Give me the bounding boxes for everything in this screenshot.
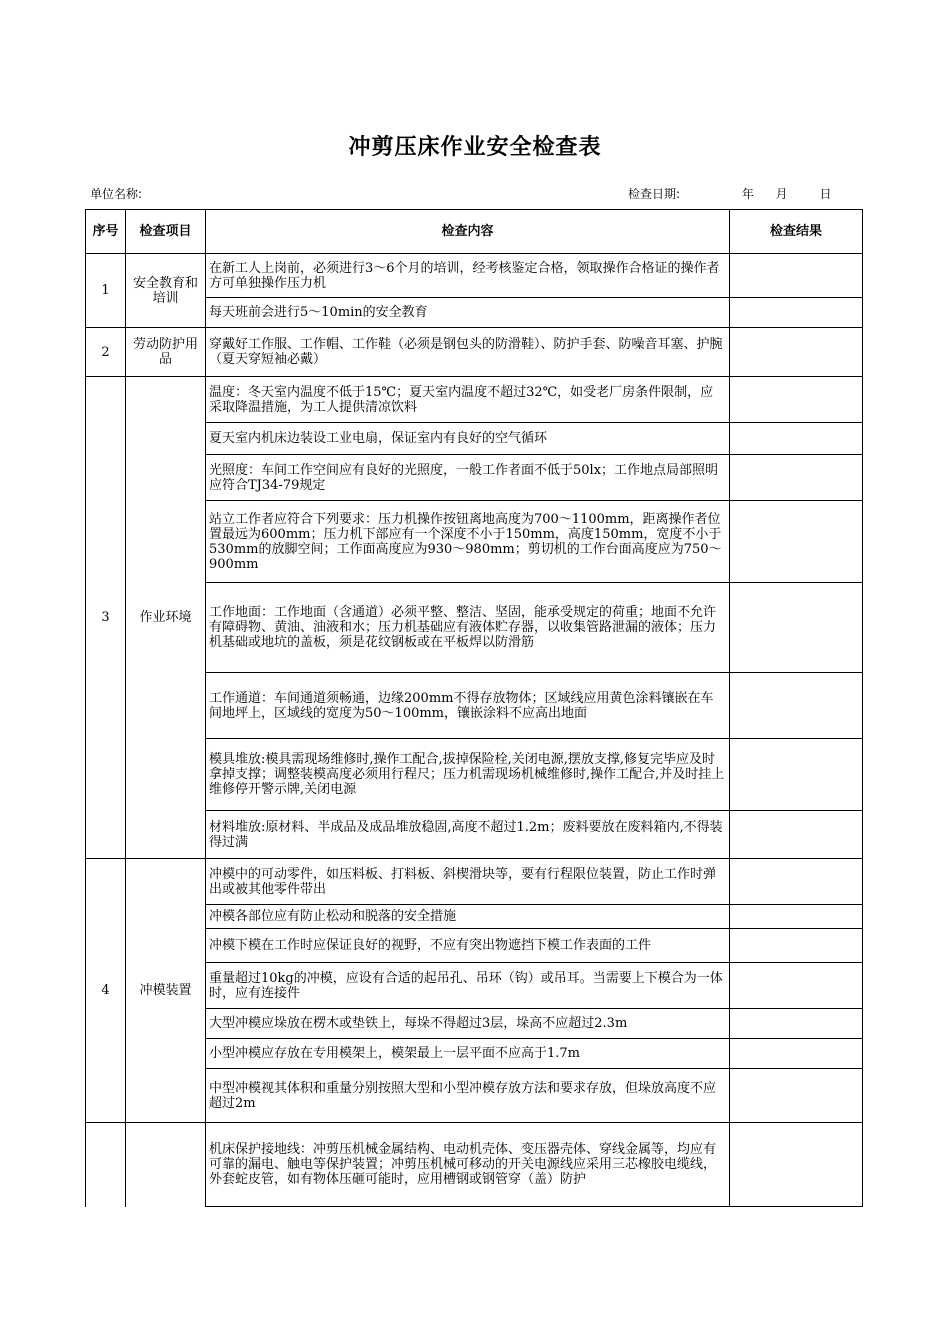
check-result-cell[interactable] [730, 811, 863, 859]
check-content: 中型冲模视其体积和重量分别按照大型和小型冲模存放方法和要求存放，但垛放高度不应超过2m [206, 1069, 730, 1123]
check-item: 安全教育和培训 [126, 254, 206, 328]
header-no: 序号 [86, 210, 126, 254]
check-content: 机床保护接地线：冲剪压机械金属结构、电动机壳体、变压器壳体、穿线金属等，均应有可靠的漏电、触电等保护装置；冲剪压机械可移动的开关电源线应采用三芯橡胶电缆线，外套蛇皮管，如有物体压砸可能时，应用槽钢或钢管穿（盖）防护 [206, 1123, 730, 1207]
date-month: 月 [775, 187, 788, 201]
inspection-table [85, 209, 863, 1207]
check-result-cell[interactable] [730, 963, 863, 1009]
check-content: 夏天室内机床边装设工业电扇，保证室内有良好的空气循环 [206, 423, 730, 455]
check-content: 每天班前会进行5～10min的安全教育 [206, 298, 730, 328]
check-content: 站立工作者应符合下列要求：压力机操作按钮离地高度为700～1100mm，距离操作者位置最远为600mm；压力机下部应有一个深度不小于150mm，高度150mm，宽度不小于530mm的放脚空间；工作面高度应为930～980mm；剪切机的工作台面高度应为750～900mm [206, 501, 730, 583]
check-result-cell[interactable] [730, 1039, 863, 1069]
row-number: 1 [86, 254, 126, 328]
check-content: 冲模下模在工作时应保证良好的视野，不应有突出物遮挡下模工作表面的工件 [206, 929, 730, 963]
check-result-cell[interactable] [730, 328, 863, 377]
check-content: 模具堆放:模具需现场维修时,操作工配合,拔掉保险栓,关闭电源,摆放支撑,修复完毕应及时拿掉支撑；调整装模高度必须用行程尺；压力机需现场机械维修时,操作工配合,并及时挂上维修停开警示牌,关闭电源 [206, 739, 730, 811]
check-result-cell[interactable] [730, 377, 863, 423]
check-content: 穿戴好工作服、工作帽、工作鞋（必须是钢包头的防滑鞋）、防护手套、防噪音耳塞、护腕（夏天穿短袖必戴） [206, 328, 730, 377]
date-year: 年 [741, 187, 754, 201]
check-content: 材料堆放:原材料、半成品及成品堆放稳固,高度不超过1.2m；废料要放在废料箱内,不得装得过满 [206, 811, 730, 859]
check-result-cell[interactable] [730, 423, 863, 455]
check-result-cell[interactable] [730, 859, 863, 905]
check-date-label: 检查日期: [628, 187, 681, 201]
row-number: 3 [86, 377, 126, 859]
header-content: 检查内容 [206, 210, 730, 254]
check-result-cell[interactable] [730, 583, 863, 673]
check-item: 劳动防护用品 [126, 328, 206, 377]
check-content: 工作地面：工作地面（含通道）必须平整、整洁、坚固，能承受规定的荷重；地面不允许有障碍物、黄油、油液和水；压力机基础应有液体贮存器，以收集管路泄漏的液体；压力机基础或地坑的盖板，须是花纹钢板或在平板焊以防滑筋 [206, 583, 730, 673]
check-item [126, 1123, 206, 1207]
check-content: 重量超过10kg的冲模，应设有合适的起吊孔、吊环（钩）或吊耳。当需要上下模合为一体时，应有连接件 [206, 963, 730, 1009]
check-item: 冲模装置 [126, 859, 206, 1123]
check-content: 温度：冬天室内温度不低于15℃；夏天室内温度不超过32℃，如受老厂房条件限制，应采取降温措施，为工人提供清凉饮料 [206, 377, 730, 423]
check-result-cell[interactable] [730, 905, 863, 929]
check-result-cell[interactable] [730, 1069, 863, 1123]
check-result-cell[interactable] [730, 455, 863, 501]
check-content: 大型冲模应垛放在楞木或垫铁上，每垛不得超过3层，垛高不应超过2.3m [206, 1009, 730, 1039]
check-content: 在新工人上岗前，必须进行3～6个月的培训，经考核鉴定合格，领取操作合格证的操作者方可单独操作压力机 [206, 254, 730, 298]
table-row [86, 377, 863, 423]
header-result: 检查结果 [730, 210, 863, 254]
row-number: 2 [86, 328, 126, 377]
table-row [86, 1123, 863, 1207]
check-result-cell[interactable] [730, 298, 863, 328]
check-content: 小型冲模应存放在专用模架上，模架最上一层平面不应高于1.7m [206, 1039, 730, 1069]
row-number [86, 1123, 126, 1207]
date-day: 日 [819, 187, 832, 201]
check-content: 冲模各部位应有防止松动和脱落的安全措施 [206, 905, 730, 929]
check-date [628, 185, 832, 202]
table-row [86, 254, 863, 298]
check-result-cell[interactable] [730, 1009, 863, 1039]
check-content: 光照度：车间工作空间应有良好的光照度，一般工作者面不低于50lx；工作地点局部照明应符合TJ34-79规定 [206, 455, 730, 501]
header-row [86, 210, 863, 254]
check-content: 工作通道：车间通道须畅通，边缘200mm不得存放物体；区域线应用黄色涂料镶嵌在车间地坪上，区域线的宽度为50～100mm，镶嵌涂料不应高出地面 [206, 673, 730, 739]
unit-name-label: 单位名称: [90, 187, 143, 201]
page-title: 冲剪压床作业安全检查表 [348, 135, 602, 160]
check-item: 作业环境 [126, 377, 206, 859]
check-result-cell[interactable] [730, 1123, 863, 1207]
table-row [86, 328, 863, 377]
header-item: 检查项目 [126, 210, 206, 254]
row-number: 4 [86, 859, 126, 1123]
check-content: 冲模中的可动零件，如压料板、打料板、斜楔滑块等，要有行程限位装置，防止工作时弹出或被其他零件带出 [206, 859, 730, 905]
check-result-cell[interactable] [730, 254, 863, 298]
check-result-cell[interactable] [730, 929, 863, 963]
check-result-cell[interactable] [730, 501, 863, 583]
table-row [86, 859, 863, 905]
check-result-cell[interactable] [730, 673, 863, 739]
check-result-cell[interactable] [730, 739, 863, 811]
